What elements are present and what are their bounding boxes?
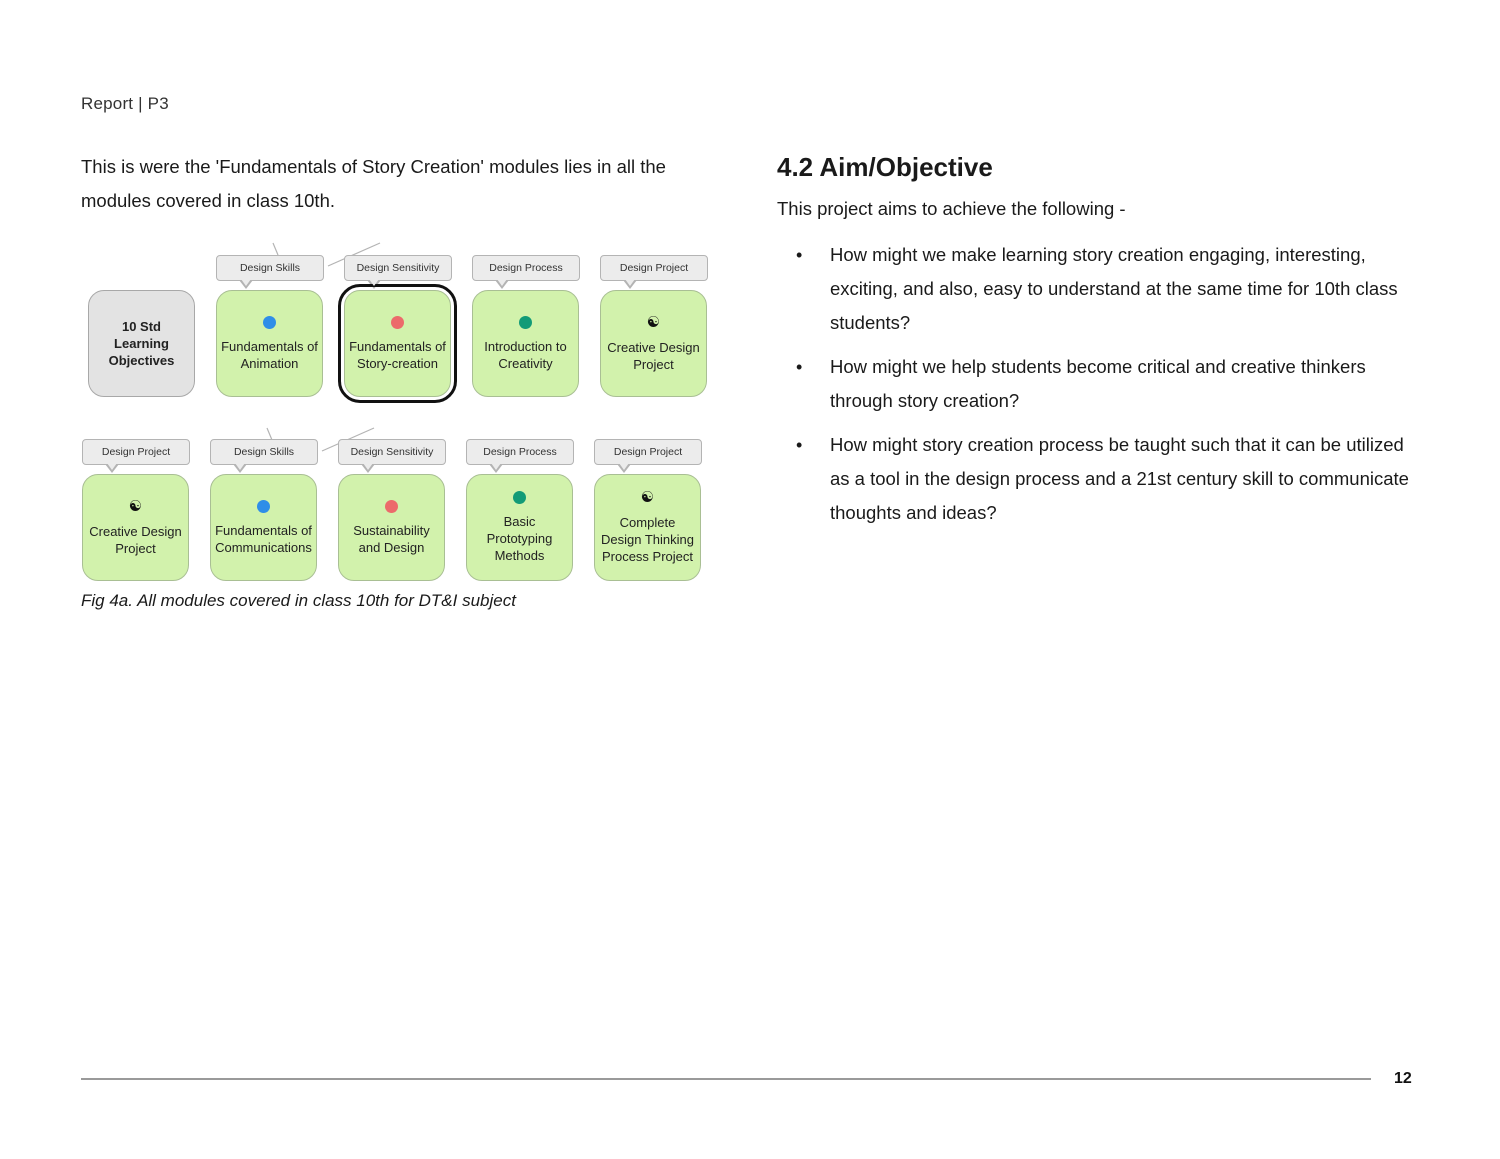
section-heading: 4.2 Aim/Objective xyxy=(777,152,993,182)
figure-caption: Fig 4a. All modules covered in class 10th for DT&I subject xyxy=(81,591,516,610)
blue-dot-icon xyxy=(257,500,270,513)
module-title: Fundamentals of Story-creation xyxy=(349,338,446,371)
module-card xyxy=(594,474,701,581)
modules-figure xyxy=(78,240,714,585)
yin-yang-icon: ☯ xyxy=(640,489,655,506)
bullet-icon: • xyxy=(796,357,803,377)
root-learning-objectives-card xyxy=(88,290,195,397)
intro-paragraph: This is were the 'Fundamentals of Story Creation' modules lies in all the modules covered in class 10th. xyxy=(81,156,666,211)
module-title: Fundamentals of Animation xyxy=(221,338,318,371)
list-item xyxy=(796,350,1416,418)
page-number: 12 xyxy=(1394,1070,1412,1087)
footer-divider xyxy=(81,1078,1371,1080)
module-title: Introduction to Creativity xyxy=(484,338,567,371)
yin-yang-icon: ☯ xyxy=(646,313,661,331)
red-dot-icon xyxy=(391,316,404,329)
module-card xyxy=(82,474,189,581)
modules-row-2 xyxy=(78,425,714,585)
module-card xyxy=(472,290,579,397)
objective-list xyxy=(796,238,1416,540)
category-callout: Design Project xyxy=(594,439,702,465)
root-card-label: 10 Std Learning Objectives xyxy=(108,319,175,368)
category-callout: Design Skills xyxy=(216,255,324,281)
bullet-icon: • xyxy=(796,245,803,265)
list-item-text: How might we help students become critical and creative thinkers through story creation? xyxy=(830,356,1366,411)
report-header-label: Report | P3 xyxy=(81,94,169,113)
module-card xyxy=(466,474,573,581)
module-title: Basic Prototyping Methods xyxy=(486,514,553,563)
bullet-icon: • xyxy=(796,435,803,455)
category-callout: Design Project xyxy=(82,439,190,465)
list-item-text: How might we make learning story creation engaging, interesting, exciting, and also, easy to understand at the same time for 10th class students? xyxy=(830,244,1398,333)
list-item-text: How might story creation process be taught such that it can be utilized as a tool in the design process and a 21st century skill to communicate thoughts and ideas? xyxy=(830,434,1409,523)
module-title: Fundamentals of Communications xyxy=(215,522,312,555)
modules-row-1 xyxy=(78,240,714,400)
list-item xyxy=(796,238,1416,340)
yin-yang-icon: ☯ xyxy=(128,497,143,515)
module-card xyxy=(600,290,707,397)
green-dot-icon xyxy=(519,316,532,329)
list-item xyxy=(796,428,1416,530)
module-card xyxy=(210,474,317,581)
category-callout: Design Process xyxy=(466,439,574,465)
module-card xyxy=(216,290,323,397)
module-card xyxy=(338,474,445,581)
blue-dot-icon xyxy=(263,316,276,329)
module-title: Creative Design Project xyxy=(89,523,182,556)
category-callout: Design Process xyxy=(472,255,580,281)
category-callout: Design Sensitivity xyxy=(338,439,446,465)
category-callout: Design Skills xyxy=(210,439,318,465)
module-card-selected xyxy=(344,290,451,397)
category-callout: Design Sensitivity xyxy=(344,255,452,281)
category-callout: Design Project xyxy=(600,255,708,281)
module-title: Creative Design Project xyxy=(607,339,700,372)
module-title: Complete Design Thinking Process Project xyxy=(601,515,694,564)
section-lead: This project aims to achieve the following - xyxy=(777,198,1126,219)
green-dot-icon xyxy=(513,491,526,504)
red-dot-icon xyxy=(385,500,398,513)
module-title: Sustainability and Design xyxy=(353,522,430,555)
